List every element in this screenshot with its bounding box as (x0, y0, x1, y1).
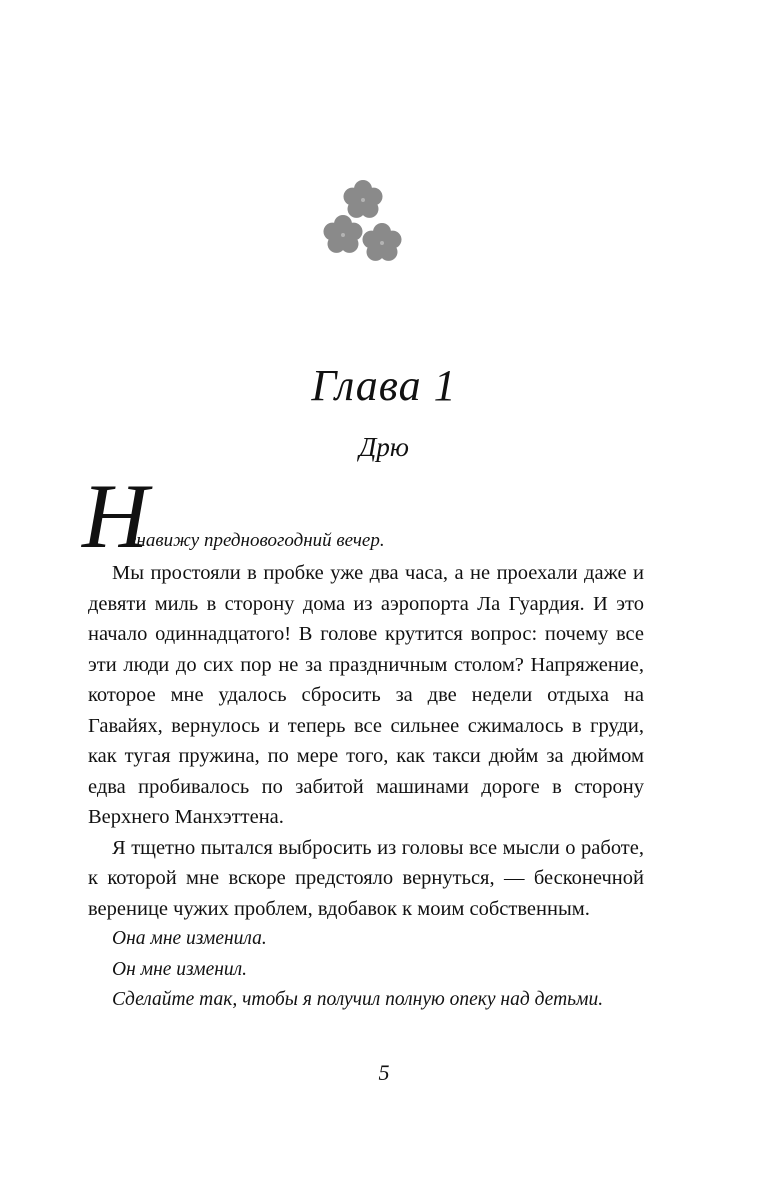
drop-cap: Н (82, 465, 149, 567)
opening-sentence: енавижу предновогодний вечер. (128, 530, 385, 551)
flower-cluster-icon (318, 175, 408, 270)
italic-line-3: Сделайте так, чтобы я получил полную опеку над детьми. (112, 989, 604, 1010)
chapter-body (82, 465, 644, 1016)
page-number: 5 (378, 1060, 390, 1085)
italic-line-2: Он мне изменил. (112, 958, 248, 980)
chapter-subtitle: Дрю (359, 432, 409, 462)
paragraph-2: Я тщетно пытался выбросить из головы все мысли о работе, к которой мне вскоре предстояло вернуться, — бесконечной веренице чужих проблем, вдобавок к моим собственным. (88, 836, 644, 920)
chapter-title: Глава 1 (311, 361, 457, 410)
opening-line (82, 465, 644, 567)
paragraph-1: Мы простояли в пробке уже два часа, а не проехали даже и девяти миль в сторону дома из аэропорта Ла Гуардия. И это начало одиннадцатого! В голове крутится вопрос: почему все эти люди до сих пор не за праздничным столом? Напряжение, которое мне удалось сбросить за две недели отдыха на Гавайях, вернулось и теперь все сильнее сжималось в груди, как тугая пружина, по мере того, как такси дюйм за дюймом едва пробивалось по забитой машинами дороге в сторону Верхнего Манхэттена. (88, 562, 644, 828)
italic-line-1: Она мне изменила. (112, 928, 267, 949)
